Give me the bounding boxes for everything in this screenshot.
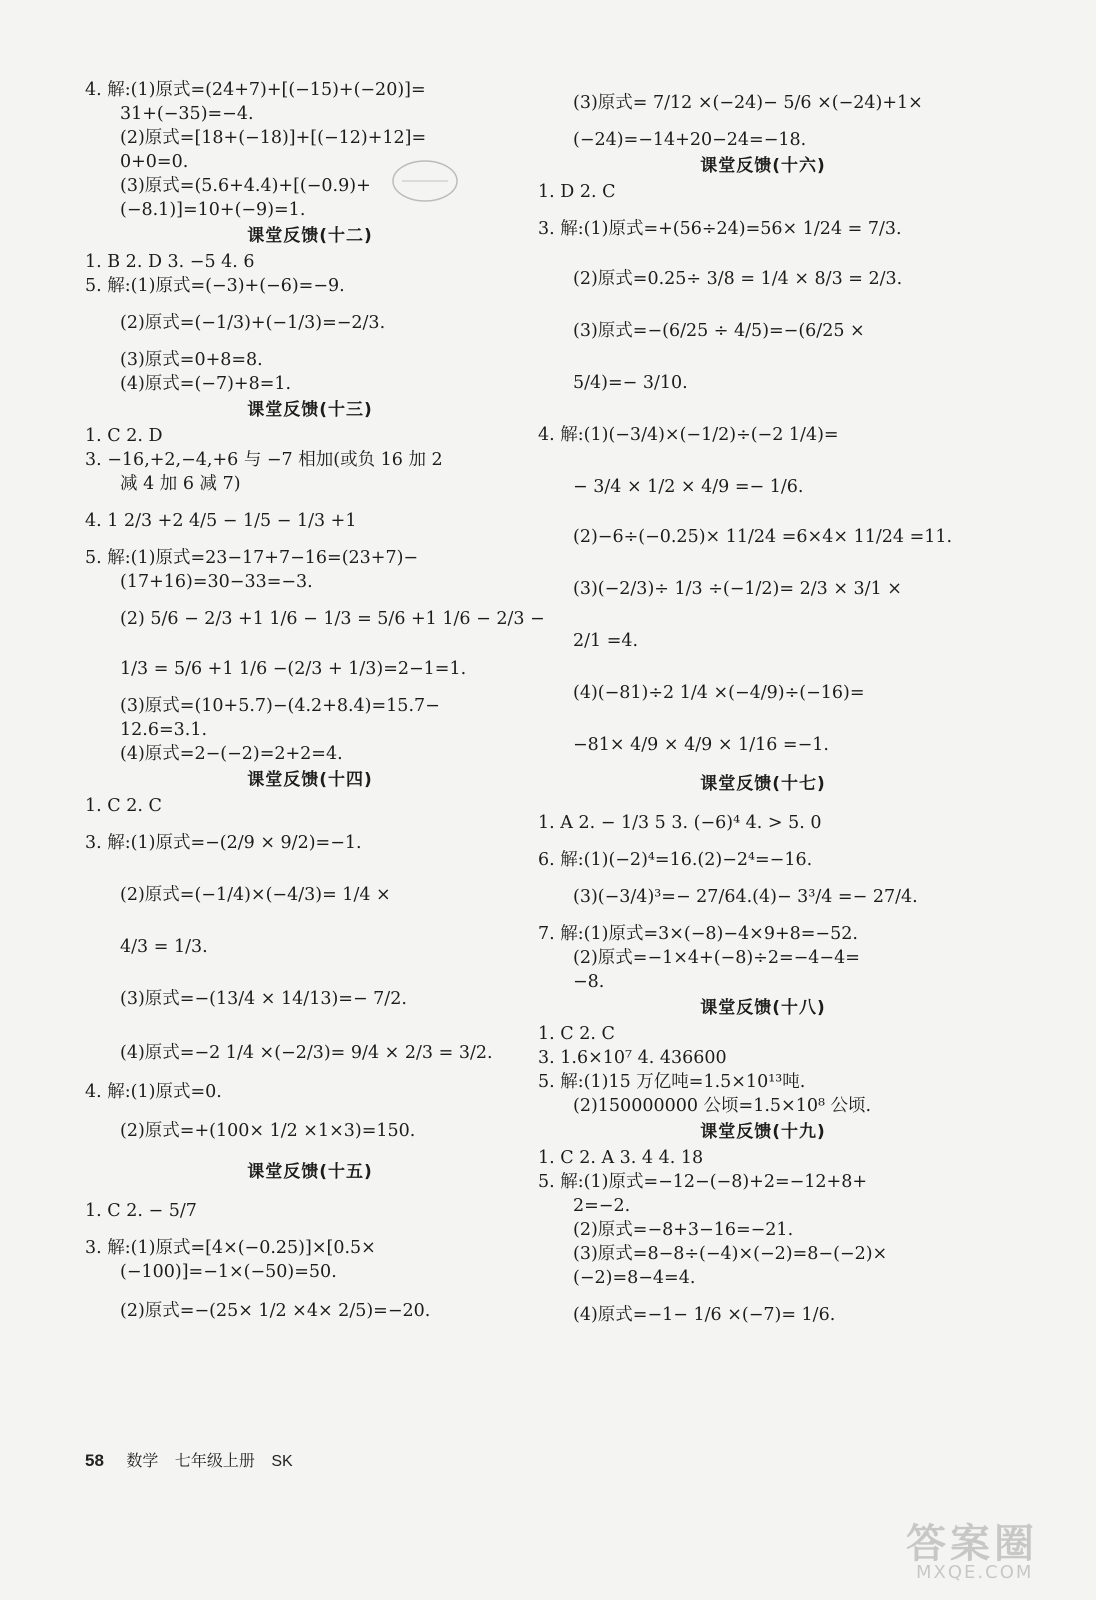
section-heading: 课堂反馈(十九) xyxy=(700,1122,826,1142)
answer-line: 1. A 2. − 1/3 5 3. (−6)⁴ 4. > 5. 0 xyxy=(538,813,822,833)
answer-line: 3. 解:(1)原式=+(56÷24)=56× 1/24 = 7/3. xyxy=(538,219,902,239)
watermark-url: MXQE.COM xyxy=(916,1562,1034,1583)
answer-line: 1. C 2. C xyxy=(85,796,162,816)
answer-line: 3. −16,+2,−4,+6 与 −7 相加(或负 16 加 2 xyxy=(85,450,443,470)
answer-line: 1. C 2. D xyxy=(85,426,163,446)
stamp-icon xyxy=(390,158,460,204)
answer-line: 4. 解:(1)(−3/4)×(−1/2)÷(−2 1/4)= xyxy=(538,425,839,445)
answer-line: 7. 解:(1)原式=3×(−8)−4×9+8=−52. xyxy=(538,924,858,944)
answer-line: 12.6=3.1. xyxy=(120,720,208,740)
answer-line: 5. 解:(1)原式=−12−(−8)+2=−12+8+ xyxy=(538,1172,868,1192)
edition-label: SK xyxy=(271,1453,293,1470)
answer-line: (2)原式=+(100× 1/2 ×1×3)=150. xyxy=(120,1121,416,1141)
answer-line: (4)原式=2−(−2)=2+2=4. xyxy=(120,744,343,764)
answer-line: (3)原式=(5.6+4.4)+[(−0.9)+ xyxy=(120,176,371,196)
answer-line: 3. 解:(1)原式=−(2/9 × 9/2)=−1. xyxy=(85,833,362,853)
answer-line: (4)原式=(−7)+8=1. xyxy=(120,374,292,394)
answer-line: 4. 1 2/3 +2 4/5 − 1/5 − 1/3 +1 xyxy=(85,511,357,531)
answer-line: (3)原式= 7/12 ×(−24)− 5/6 ×(−24)+1× xyxy=(573,93,923,113)
answer-line: − 3/4 × 1/2 × 4/9 =− 1/6. xyxy=(573,477,804,497)
answer-line: 3. 解:(1)原式=[4×(−0.25)]×[0.5× xyxy=(85,1238,376,1258)
section-heading: 课堂反馈(十二) xyxy=(247,226,373,246)
answer-line: 4. 解:(1)原式=(24+7)+[(−15)+(−20)]= xyxy=(85,80,426,100)
section-heading: 课堂反馈(十四) xyxy=(247,770,373,790)
answer-line: (4)原式=−1− 1/6 ×(−7)= 1/6. xyxy=(573,1305,836,1325)
answer-line: (2)原式=−1×4+(−8)÷2=−4−4= xyxy=(573,948,860,968)
answer-line: (4)原式=−2 1/4 ×(−2/3)= 9/4 × 2/3 = 3/2. xyxy=(120,1043,493,1063)
answer-line: 5/4)=− 3/10. xyxy=(573,373,688,393)
answer-line: 6. 解:(1)(−2)⁴=16.(2)−2⁴=−16. xyxy=(538,850,813,870)
answer-line: 1. C 2. − 5/7 xyxy=(85,1201,197,1221)
answer-line: 4. 解:(1)原式=0. xyxy=(85,1082,222,1102)
answer-line: (3)原式=−(13/4 × 14/13)=− 7/2. xyxy=(120,989,407,1009)
page-number: 58 xyxy=(85,1451,104,1470)
answer-line: 减 4 加 6 减 7) xyxy=(120,474,241,494)
answer-line: (2)150000000 公顷=1.5×10⁸ 公顷. xyxy=(573,1096,872,1116)
answer-line: 5. 解:(1)原式=23−17+7−16=(23+7)− xyxy=(85,548,419,568)
right-column xyxy=(538,78,988,1340)
answer-line: (3)原式=−(6/25 ÷ 4/5)=−(6/25 × xyxy=(573,321,865,341)
answer-line: (2)原式=−8+3−16=−21. xyxy=(573,1220,794,1240)
section-heading: 课堂反馈(十五) xyxy=(247,1162,373,1182)
answer-line: 2/1 =4. xyxy=(573,631,639,651)
answer-line: (17+16)=30−33=−3. xyxy=(120,572,313,592)
answer-line: (2)原式=−(25× 1/2 ×4× 2/5)=−20. xyxy=(120,1301,431,1321)
answer-line: 2=−2. xyxy=(573,1196,631,1216)
answer-line: −81× 4/9 × 4/9 × 1/16 =−1. xyxy=(573,735,829,755)
section-heading: 课堂反馈(十六) xyxy=(700,156,826,176)
section-heading: 课堂反馈(十七) xyxy=(700,774,826,794)
answer-line: (2)原式=0.25÷ 3/8 = 1/4 × 8/3 = 2/3. xyxy=(573,269,903,289)
left-column xyxy=(85,78,545,1338)
section-heading: 课堂反馈(十三) xyxy=(247,400,373,420)
watermark-title: 答案圈 xyxy=(906,1521,1038,1567)
answer-line: 3. 1.6×10⁷ 4. 436600 xyxy=(538,1048,727,1068)
watermark-logo xyxy=(906,1512,1076,1582)
answer-line: −8. xyxy=(573,972,605,992)
section-heading: 课堂反馈(十八) xyxy=(700,998,826,1018)
answer-line: (3)原式=(10+5.7)−(4.2+8.4)=15.7− xyxy=(120,696,440,716)
answer-line: (2)原式=(−1/3)+(−1/3)=−2/3. xyxy=(120,313,386,333)
answer-line: (−100)]=−1×(−50)=50. xyxy=(120,1262,337,1282)
answer-line: 1. C 2. A 3. 4 4. 18 xyxy=(538,1148,704,1168)
answer-line: (−24)=−14+20−24=−18. xyxy=(573,130,807,150)
answer-line: 1. D 2. C xyxy=(538,182,616,202)
answer-line: (3)原式=0+8=8. xyxy=(120,350,263,370)
answer-line: 31+(−35)=−4. xyxy=(120,104,254,124)
answer-line: 1. B 2. D 3. −5 4. 6 xyxy=(85,252,255,272)
answer-line: (−8.1)]=10+(−9)=1. xyxy=(120,200,306,220)
answer-line: 0+0=0. xyxy=(120,152,189,172)
answer-line: (2)−6÷(−0.25)× 11/24 =6×4× 11/24 =11. xyxy=(573,527,953,547)
answer-line: (3)(−2/3)÷ 1/3 ÷(−1/2)= 2/3 × 3/1 × xyxy=(573,579,902,599)
answer-line: 1/3 = 5/6 +1 1/6 −(2/3 + 1/3)=2−1=1. xyxy=(120,659,467,679)
answer-line: 4/3 = 1/3. xyxy=(120,937,208,957)
grade-label: 七年级上册 xyxy=(174,1453,255,1470)
answer-line: (4)(−81)÷2 1/4 ×(−4/9)÷(−16)= xyxy=(573,683,865,703)
page-footer xyxy=(85,1448,305,1471)
answer-line: (3)(−3/4)³=− 27/64.(4)− 3³/4 =− 27/4. xyxy=(573,887,918,907)
subject-label: 数学 xyxy=(126,1453,159,1470)
answer-line: (3)原式=8−8÷(−4)×(−2)=8−(−2)× xyxy=(573,1244,888,1264)
answer-line: (−2)=8−4=4. xyxy=(573,1268,696,1288)
answer-line: (2)原式=(−1/4)×(−4/3)= 1/4 × xyxy=(120,885,391,905)
answer-line: 1. C 2. C xyxy=(538,1024,615,1044)
answer-line: (2) 5/6 − 2/3 +1 1/6 − 1/3 = 5/6 +1 1/6 − 2/3 − xyxy=(120,609,545,629)
answer-line: 5. 解:(1)原式=(−3)+(−6)=−9. xyxy=(85,276,345,296)
answer-line: 5. 解:(1)15 万亿吨=1.5×10¹³吨. xyxy=(538,1072,806,1092)
answer-line: (2)原式=[18+(−18)]+[(−12)+12]= xyxy=(120,128,427,148)
